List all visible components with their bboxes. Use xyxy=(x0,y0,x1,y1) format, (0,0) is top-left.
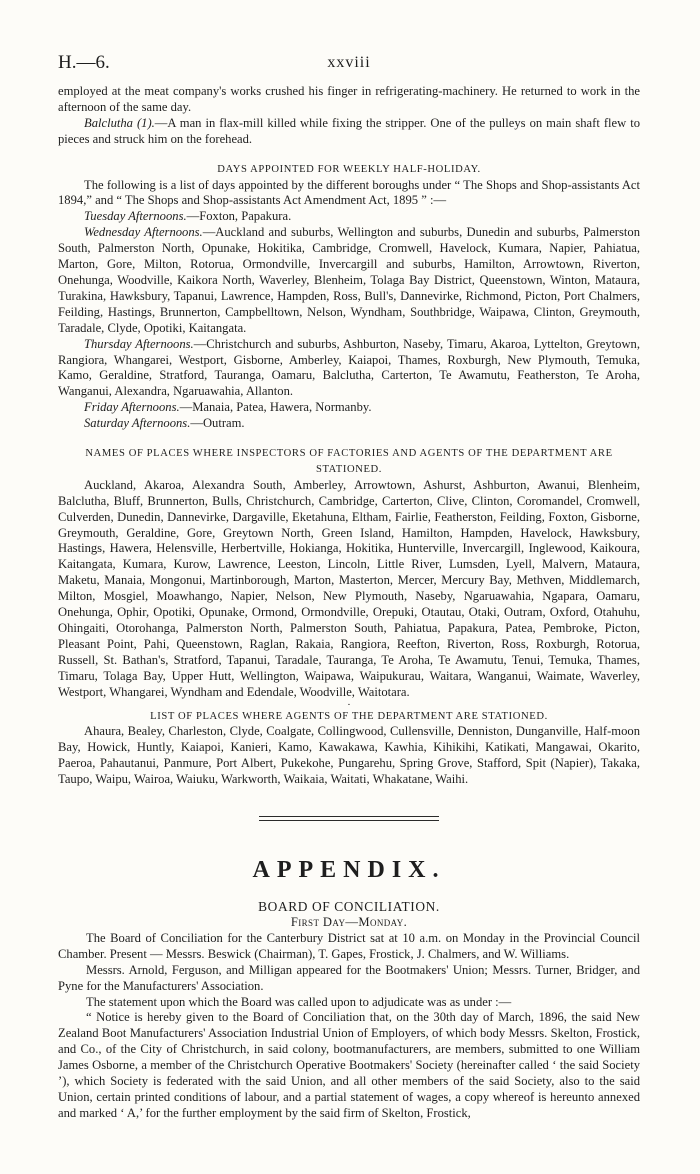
half-holiday-intro: The following is a list of days appointed by the different boroughs under “ The Shops and Shop-assistants Act 1894,” and “ The Shops and Shop-assistants Act Amendment Act, 1895 ” :— xyxy=(58,177,640,208)
page-number: xxviii xyxy=(327,54,371,71)
wednesday-towns: —Auckland and suburbs, Wellington and suburbs, Dunedin and suburbs, Palmerston South, Palmerston North, Opunake, Hokitika, Cambridge, Cromwell, Havelock, Kumara, Napier, Pahiatua, Marton, Gore, Milton, Rotorua, Ormondville, Invercargill and suburbs, Hamilton, Arrowtown, Riverton, Onehunga, Woodville, Kaikora North, Waverley, Blenheim, Tolaga Bay District, Queenstown, Winton, Mataura, Turakina, Hawksbury, Tapanui, Lawrence, Hampden, Ross, Bull's, Dannevirke, Richmond, Picton, Port Chalmers, Feilding, Hastings, Brunnerton, Campbelltown, Nelson, Wyndham, Southbridge, Waipawa, Clinton, Greymouth, Taradale, Clyde, Opotiki, Kaitangata. xyxy=(58,225,640,335)
thursday-label: Thursday Afternoons. xyxy=(84,336,194,351)
thursday-entry xyxy=(58,337,640,401)
page-body xyxy=(58,84,640,1122)
appendix-notice: “ Notice is hereby given to the Board of Conciliation that, on the 30th day of March, 1896, the said New Zealand Boot Manufacturers' Association Industrial Union of Employers, of which body Messrs. Skelton, Frostick, and Co., of the City of Christchurch, in said colony, bootmanufacturers, are members, submitted to one William James Osborne, a member of the Christchurch Operative Bootmakers' Society (hereinafter called ‘ the said Society ’), which Society is federated with the said Union, and all other members of the said Society, also to the said Union, certain printed conditions of labour, and a partial statement of wages, a copy whereof is hereunto annexed and marked ‘ A,’ for the further employment by the said firm of Skelton, Frostick, xyxy=(58,1010,640,1120)
page-header xyxy=(58,52,640,78)
half-holiday-heading: DAYS APPOINTED FOR WEEKLY HALF-HOLIDAY. xyxy=(217,163,481,175)
appendix-title: APPENDIX. xyxy=(252,857,446,884)
accident-balclutha xyxy=(58,116,640,148)
saturday-towns: —Outram. xyxy=(190,416,245,431)
board-heading: BOARD OF CONCILIATION. xyxy=(258,899,440,915)
accident-description: —A man in flax-mill killed while fixing the stripper. One of the pulleys on main shaft flew to pieces and struck him on the forehead. xyxy=(58,115,640,146)
friday-towns: —Manaia, Patea, Hawera, Normanby. xyxy=(179,400,372,415)
appendix-paragraph: The Board of Conciliation for the Canterbury District sat at 10 a.m. on Monday in the Provincial Council Chamber. Present — Messrs. Beswick (Chairman), T. Gapes, Frostick, J. Chalmers, and W. Williams. xyxy=(58,930,640,961)
tuesday-entry xyxy=(58,209,640,225)
section-divider xyxy=(259,816,439,821)
thursday-towns: —Christchurch and suburbs, Ashburton, Naseby, Timaru, Akaroa, Lyttelton, Greytown, Rangiora, Whangarei, Westport, Gisborne, Amberley, Kaiapoi, Thames, Roxburgh, New Plymouth, Temuka, Kamo, Geraldine, Stratford, Tauranga, Oamaru, Balclutha, Carterton, Te Awamutu, Featherston, Te Aroha, Wanganui, Alexandra, Ngaruawahia, Allanton. xyxy=(58,336,640,399)
appendix-paragraph: Messrs. Arnold, Ferguson, and Milligan appeared for the Bootmakers' Union; Messrs. Turner, Bridger, and Pyne for the Manufacturers' Association. xyxy=(58,962,640,993)
agents-heading: LIST OF PLACES WHERE AGENTS OF THE DEPARTMENT ARE STATIONED. xyxy=(150,710,548,722)
accident-paragraph: employed at the meat company's works crushed his finger in refrigerating-machinery. He returned to work in the afternoon of the same day. xyxy=(58,84,640,114)
inspectors-list: Auckland, Akaroa, Alexandra South, Amberley, Arrowtown, Ashurst, Ashburton, Awanui, Blenheim, Balclutha, Bluff, Brunnerton, Bulls, Christchurch, Cambridge, Carterton, Clive, Clinton, Coromandel, Cromwell, Culverden, Dunedin, Dannevirke, Dargaville, Eketahuna, Eltham, Fairlie, Featherston, Feilding, Foxton, Gisborne, Greymouth, Geraldine, Gore, Greytown North, Green Island, Hamilton, Hampden, Havelock, Hawksbury, Hastings, Hawera, Helensville, Herbertville, Hokianga, Hokitika, Hunterville, Invercargill, Inglewood, Kaikoura, Kaitangata, Kumara, Kurow, Lawrence, Leeston, Lincoln, Little River, Lumsden, Lyell, Malvern, Mataura, Maketu, Manaia, Mongonui, Martinborough, Marton, Masterton, Mercer, Mercury Bay, Methven, Middlemarch, Milton, Mosgiel, Moawhango, Napier, Nelson, New Plymouth, Naseby, Ngaruawahia, Ngapara, Oamaru, Onehunga, Ophir, Opotiki, Opunake, Ormond, Ormondville, Orepuki, Otautau, Otaki, Outram, Oxford, Otahuhu, Ohingaiti, Otorohanga, Palmerston North, Palmerston South, Pahiatua, Papakura, Patea, Pembroke, Picton, Pleasant Point, Pahi, Queenstown, Raglan, Rakaia, Rangiora, Reefton, Riverton, Ross, Roxburgh, Rotorua, Russell, St. Bathan's, Stratford, Tapanui, Taradale, Tauranga, Te Aroha, Te Awamutu, Tenui, Temuka, Thames, Timaru, Tolaga Bay, Upper Hutt, Wellington, Waipawa, Waipukurau, Waitara, Wanganui, Waimate, Waverley, Westport, Whangarei, Wyndham and Edendale, Woodville, Waitotara. xyxy=(58,477,640,699)
divider-line xyxy=(259,820,439,821)
tuesday-towns: —Foxton, Papakura. xyxy=(186,209,292,224)
friday-label: Friday Afternoons. xyxy=(84,400,180,415)
inspectors-heading: NAMES OF PLACES WHERE INSPECTORS OF FACTORIES AND AGENTS OF THE DEPARTMENT ARE STATIONED. xyxy=(85,448,613,475)
divider-line xyxy=(259,816,439,817)
accident-location: Balclutha (1). xyxy=(84,115,155,130)
appendix-paragraph: The statement upon which the Board was called upon to adjudicate was as under :— xyxy=(86,994,512,1009)
agents-list: Ahaura, Bealey, Charleston, Clyde, Coalgate, Collingwood, Cullensville, Denniston, Dunganville, Half-moon Bay, Howick, Huntly, Kaiapoi, Kanieri, Kamo, Kawakawa, Kawhia, Kihikihi, Katikati, Mangawai, Okarito, Paeroa, Pahautanui, Panmure, Port Albert, Pukekohe, Pungarehu, Spring Grove, Stafford, Spit (Napier), Takaka, Taupo, Waipu, Wairoa, Waiuku, Warkworth, Waikaia, Waitati, Whakatane, Waihi. xyxy=(58,724,640,787)
report-reference: H.—6. xyxy=(58,52,110,73)
tuesday-label: Tuesday Afternoons. xyxy=(84,209,187,224)
saturday-entry xyxy=(58,416,640,432)
first-day-heading: First Day—Monday. xyxy=(290,914,408,929)
wednesday-label: Wednesday Afternoons. xyxy=(84,225,203,240)
friday-entry xyxy=(58,400,640,416)
wednesday-entry xyxy=(58,225,640,336)
saturday-label: Saturday Afternoons. xyxy=(84,416,191,431)
separator-dot: · xyxy=(347,698,351,711)
